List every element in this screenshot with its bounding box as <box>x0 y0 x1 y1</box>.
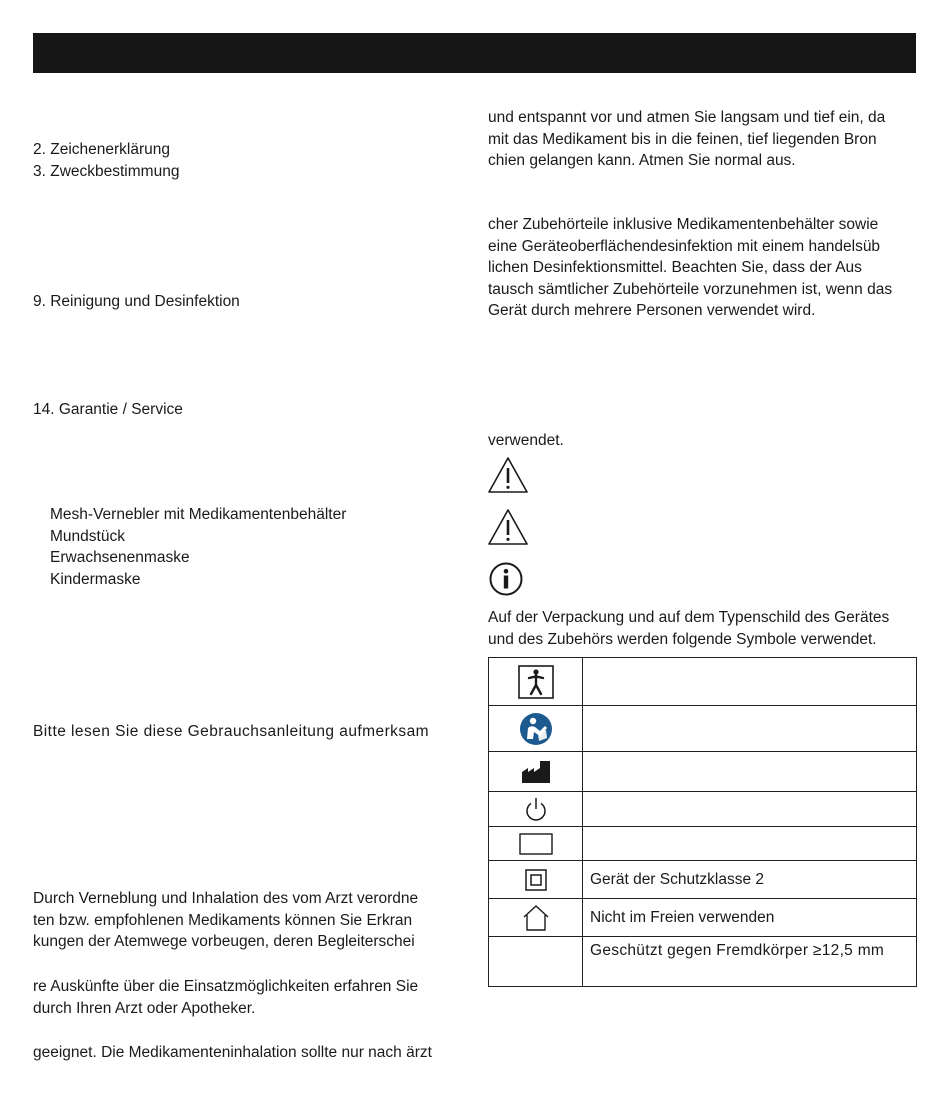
text-line: kungen der Atemwege vorbeugen, deren Begleiterschei <box>33 933 415 950</box>
table-row <box>489 899 917 937</box>
text-line: ten bzw. empfohlenen Medikaments können Sie Erkran <box>33 911 413 929</box>
empty-rectangle-icon <box>519 833 553 855</box>
cleaning-paragraph <box>488 214 892 322</box>
read-instructions-icon <box>519 712 553 746</box>
warning-icon <box>487 456 529 494</box>
symbols-intro <box>488 607 889 650</box>
text-line: Durch Verneblung und Inhalation des vom Arzt verordne <box>33 890 419 907</box>
table-row <box>489 861 917 899</box>
manufacturer-icon <box>521 760 551 784</box>
text-line: durch Ihren Arzt oder Apotheker. <box>33 999 256 1017</box>
toc-item-3: 3. Zweckbestimmung <box>33 163 180 180</box>
standby-power-icon <box>523 796 549 822</box>
symbol-label <box>583 658 917 706</box>
contents-item: Mesh-Vernebler mit Medikamentenbehälter <box>50 506 347 523</box>
text-line: lichen Desinfektionsmittel. Beachten Sie, dass der Aus <box>488 259 862 276</box>
symbol-cell <box>489 658 583 706</box>
protection-class-2-icon <box>525 869 547 891</box>
text-line: und entspannt vor und atmen Sie langsam und tief ein, da <box>488 109 886 126</box>
symbol-label: Geschützt gegen Fremdkörper ≥12,5 mm <box>583 937 917 987</box>
text-line: eine Geräteoberflächendesinfektion mit einem handelsüb <box>488 237 881 255</box>
symbol-label <box>583 792 917 827</box>
symbol-label: Nicht im Freien verwenden <box>583 899 917 937</box>
symbol-cell <box>489 937 583 987</box>
table-row <box>489 706 917 752</box>
symbol-cell <box>489 792 583 827</box>
breathing-paragraph <box>488 107 885 172</box>
symbol-cell <box>489 899 583 937</box>
header-bar <box>33 33 916 73</box>
contents-item: Mundstück <box>50 527 125 545</box>
used-word: verwendet. <box>488 432 564 449</box>
symbol-label <box>583 752 917 792</box>
contents-item: Kindermaske <box>50 570 141 588</box>
symbol-cell <box>489 706 583 752</box>
contents-list <box>50 504 346 590</box>
table-row <box>489 658 917 706</box>
symbol-label: Gerät der Schutzklasse 2 <box>583 861 917 899</box>
suitable-line: geeignet. Die Medikamenteninhalation sollte nur nach ärzt <box>33 1044 432 1061</box>
table-row <box>489 827 917 861</box>
indoor-use-only-icon <box>521 904 551 932</box>
text-line: Gerät durch mehrere Personen verwendet wird. <box>488 302 816 319</box>
text-line: re Auskünfte über die Einsatzmöglichkeiten erfahren Sie <box>33 978 419 995</box>
table-row <box>489 792 917 827</box>
symbol-cell <box>489 827 583 861</box>
symbol-cell <box>489 861 583 899</box>
toc-item-14: 14. Garantie / Service <box>33 401 183 418</box>
info-paragraph <box>33 976 418 1019</box>
info-icon <box>489 562 523 596</box>
table-row <box>489 937 917 987</box>
symbol-label <box>583 706 917 752</box>
toc-item-9: 9. Reinigung und Desinfektion <box>33 293 240 310</box>
contents-item: Erwachsenenmaske <box>50 549 190 566</box>
symbol-label <box>583 827 917 861</box>
text-line: Auf der Verpackung und auf dem Typenschild des Gerätes <box>488 609 890 626</box>
read-notice: Bitte lesen Sie diese Gebrauchsanleitung aufmerksam <box>33 723 430 740</box>
symbols-table <box>488 657 917 987</box>
table-row <box>489 752 917 792</box>
text-line: cher Zubehörteile inklusive Medikamentenbehälter sowie <box>488 216 879 233</box>
type-bf-applied-part-icon <box>518 665 554 699</box>
symbol-cell <box>489 752 583 792</box>
text-line: und des Zubehörs werden folgende Symbole verwendet. <box>488 630 877 648</box>
toc-item-2: 2. Zeichenerklärung <box>33 141 170 158</box>
text-line: tausch sämtlicher Zubehörteile vorzunehmen ist, wenn das <box>488 280 893 298</box>
purpose-paragraph <box>33 888 418 953</box>
text-line: mit das Medikament bis in die feinen, tief liegenden Bron <box>488 130 877 148</box>
caution-icon <box>487 508 529 546</box>
text-line: chien gelangen kann. Atmen Sie normal aus. <box>488 152 796 169</box>
